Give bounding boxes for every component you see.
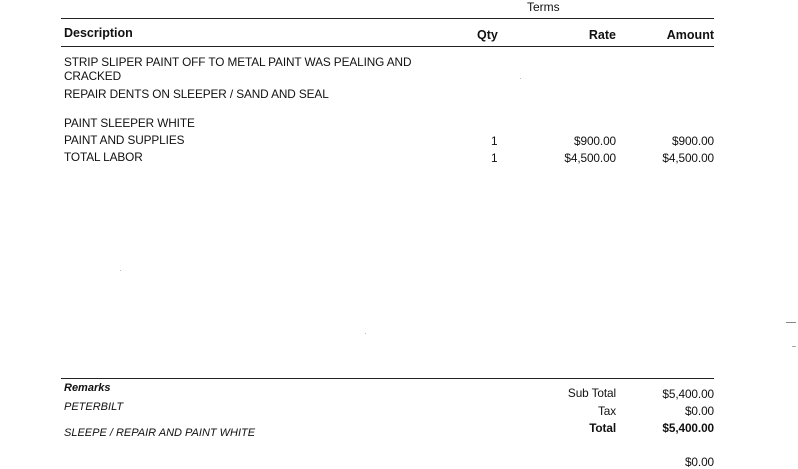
subtotal-label: Sub Total bbox=[567, 386, 616, 400]
total-label: Total bbox=[589, 421, 616, 435]
remarks-line: SLEEPE / REPAIR AND PAINT WHITE bbox=[64, 427, 256, 439]
line-item-description: CRACKED bbox=[64, 69, 121, 83]
line-item-description: TOTAL LABOR bbox=[64, 150, 143, 164]
remarks-line: PETERBILT bbox=[64, 401, 124, 413]
line-item-amount: $4,500.00 bbox=[662, 151, 714, 165]
line-item-qty: 1 bbox=[491, 134, 498, 148]
scan-speck bbox=[365, 333, 366, 334]
scan-speck bbox=[120, 270, 121, 271]
tax-value: $0.00 bbox=[684, 404, 714, 418]
tax-label: Tax bbox=[597, 404, 616, 418]
scan-edge-mark bbox=[792, 346, 796, 347]
line-item-description: REPAIR DENTS ON SLEEPER / SAND AND SEAL bbox=[64, 87, 329, 101]
scan-edge-mark bbox=[786, 322, 796, 323]
line-item-description: PAINT SLEEPER WHITE bbox=[64, 116, 195, 130]
line-item-qty: 1 bbox=[491, 151, 498, 165]
remarks-label: Remarks bbox=[64, 382, 111, 394]
line-item-rate: $900.00 bbox=[574, 134, 616, 148]
col-qty-header: Qty bbox=[477, 28, 498, 42]
header-top-rule bbox=[61, 18, 714, 19]
extra-amount: $0.00 bbox=[684, 455, 714, 469]
terms-label: Terms bbox=[527, 0, 560, 14]
subtotal-value: $5,400.00 bbox=[662, 387, 714, 401]
col-rate-header: Rate bbox=[588, 28, 616, 42]
line-item-rate: $4,500.00 bbox=[564, 151, 616, 165]
header-bottom-rule bbox=[61, 46, 714, 47]
line-item-description: PAINT AND SUPPLIES bbox=[64, 133, 185, 147]
scan-speck bbox=[520, 78, 521, 79]
line-item-description: STRIP SLIPER PAINT OFF TO METAL PAINT WAS PEALING AND bbox=[64, 55, 412, 69]
total-value: $5,400.00 bbox=[662, 421, 714, 435]
col-amount-header: Amount bbox=[666, 28, 714, 42]
footer-rule bbox=[61, 378, 714, 379]
col-description-header: Description bbox=[64, 26, 133, 40]
line-item-amount: $900.00 bbox=[672, 134, 714, 148]
